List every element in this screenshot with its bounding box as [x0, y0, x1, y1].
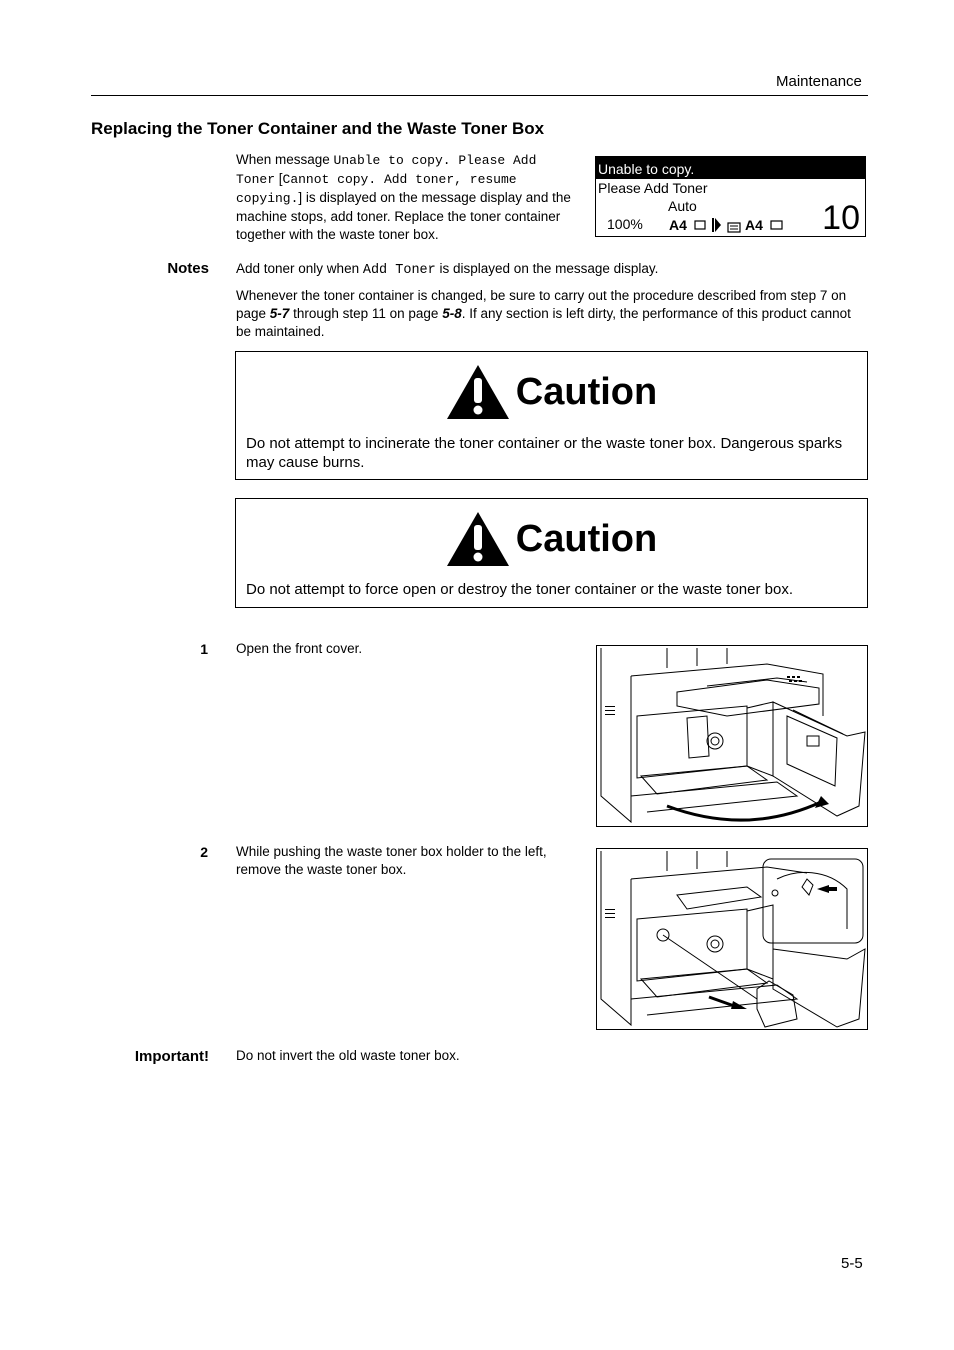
lcd-line-1: Unable to copy. — [596, 157, 865, 179]
note-2-ref-1: 5-7 — [269, 306, 290, 321]
caution-text-2: Do not attempt to force open or destroy the toner container or the waste toner box. — [246, 581, 793, 598]
paper-orientation-icon — [695, 221, 705, 229]
note-1-message: Add Toner — [362, 263, 436, 278]
intro-text-3: ] is displayed on the message display and the machine stops, add toner. Replace the toner container together with the waste toner box. — [236, 190, 571, 242]
lcd-copy-count: 10 — [822, 199, 860, 237]
caution-heading-2 — [236, 511, 867, 567]
caution-text-1: Do not attempt to incinerate the toner container or the waste toner box. Dangerous sparks may cause burns. — [246, 435, 843, 471]
illustration-remove-waste-toner-box — [596, 848, 868, 1030]
paper-orientation-icon-2 — [771, 221, 782, 229]
arrow-icon — [715, 218, 721, 232]
important-text: Do not invert the old waste toner box. — [236, 1048, 460, 1063]
caution-heading-1 — [236, 364, 867, 420]
message-display — [595, 156, 866, 237]
lcd-zoom: 100% — [607, 216, 643, 232]
bar-icon — [712, 218, 714, 232]
note-1 — [236, 260, 866, 280]
caution-word-2: Caution — [515, 517, 658, 560]
note-2-ref-2: 5-8 — [442, 306, 462, 321]
lcd-paper-icons — [668, 215, 798, 240]
lcd-line-2: Please Add Toner — [598, 180, 708, 196]
warning-icon — [446, 511, 510, 567]
lcd-paper-1: A4 — [669, 217, 687, 233]
step-1-text: Open the front cover. — [236, 641, 363, 656]
intro-message-1: Unable to copy. Please Add Toner — [236, 153, 537, 187]
intro-text-2: [ — [275, 171, 283, 186]
note-2-a: Whenever the toner container is changed, be sure to carry out the procedure described from step 7 on page — [236, 288, 847, 321]
intro-message-2: Cannot copy. Add toner, resume copying. — [236, 172, 517, 206]
caution-box-1 — [235, 351, 868, 480]
note-1-pre: Add toner only when — [236, 261, 363, 276]
lcd-line-3: Auto — [668, 198, 697, 214]
note-2 — [236, 287, 868, 341]
step-1-number: 1 — [200, 641, 208, 657]
header-rule — [91, 95, 868, 96]
warning-icon — [446, 364, 510, 420]
important-label: Important! — [134, 1048, 209, 1065]
header-title: Maintenance — [776, 73, 862, 90]
step-2-text: While pushing the waste toner box holder to the left, remove the waste toner box. — [236, 844, 547, 877]
section-title: Replacing the Toner Container and the Waste Toner Box — [91, 119, 545, 138]
page-number: 5-5 — [841, 1255, 863, 1272]
intro-paragraph — [236, 151, 576, 244]
lcd-paper-2: A4 — [745, 217, 763, 233]
caution-box-2 — [235, 498, 868, 608]
caution-word-1: Caution — [515, 370, 658, 413]
intro-text-1: When message — [236, 152, 334, 167]
note-2-b: through step 11 on page — [289, 306, 443, 321]
notes-label: Notes — [167, 260, 209, 277]
note-2-c: . If any section is left dirty, the performance of this product cannot be maintained. — [236, 306, 851, 339]
note-1-post: is displayed on the message display. — [435, 261, 659, 276]
step-2-number: 2 — [200, 844, 208, 860]
illustration-open-front-cover — [596, 645, 868, 827]
tray-icon — [728, 223, 740, 232]
